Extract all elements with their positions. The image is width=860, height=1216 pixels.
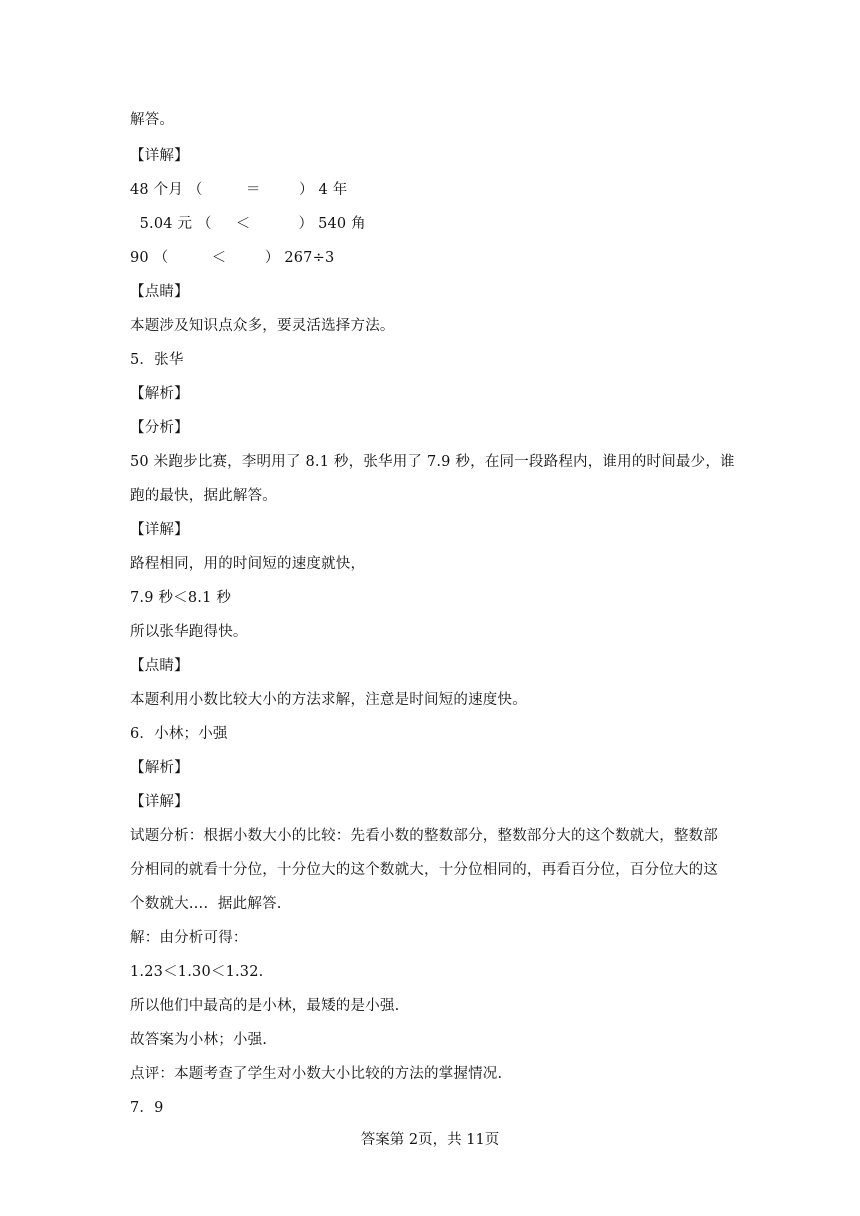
text-line: 个数就大…. 据此解答. [130, 896, 282, 912]
text-line: 解答。 [130, 112, 175, 128]
answer-item: 7．9 [130, 1100, 164, 1116]
section-heading-detail: 【详解】 [130, 148, 189, 164]
page-footer: 答案第 2页，共 11页 [360, 1132, 500, 1148]
section-heading-analysis: 【解析】 [130, 760, 189, 776]
text-line: 所以他们中最高的是小林，最矮的是小强. [130, 998, 400, 1014]
text-line: 90 （ ＜ ） 267÷3 [130, 250, 335, 266]
text-line: 7.9 秒＜8.1 秒 [130, 590, 232, 606]
text-line: 5.04 元 （ ＜ ） 540 角 [130, 216, 366, 232]
text-line: 跑的最快，据此解答。 [130, 488, 277, 504]
section-heading-analysis: 【解析】 [130, 386, 189, 402]
text-line: 50 米跑步比赛，李明用了 8.1 秒，张华用了 7.9 秒，在同一段路程内，谁用的时间最少，谁 [130, 454, 735, 470]
text-line: 点评：本题考查了学生对小数大小比较的方法的掌握情况. [130, 1066, 503, 1082]
section-heading-detail: 【详解】 [130, 794, 189, 810]
section-heading-note: 【点睛】 [130, 284, 189, 300]
text-line: 本题利用小数比较大小的方法求解，注意是时间短的速度快。 [130, 692, 527, 708]
section-heading-analyze: 【分析】 [130, 420, 189, 436]
answer-item: 5．张华 [130, 352, 184, 368]
section-heading-note: 【点睛】 [130, 658, 189, 674]
text-line: 本题涉及知识点众多，要灵活选择方法。 [130, 318, 395, 334]
text-line: 路程相同，用的时间短的速度就快， [130, 556, 366, 572]
answer-item: 6．小林；小强 [130, 726, 228, 742]
section-heading-detail: 【详解】 [130, 522, 189, 538]
text-line: 试题分析：根据小数大小的比较：先看小数的整数部分，整数部分大的这个数就大，整数部 [130, 828, 718, 844]
text-line: 分相同的就看十分位，十分位大的这个数就大，十分位相同的，再看百分位，百分位大的这 [130, 862, 718, 878]
text-line: 48 个月 （ ＝ ） 4 年 [130, 182, 348, 198]
text-line: 1.23＜1.30＜1.32. [130, 964, 264, 980]
text-line: 解：由分析可得： [130, 930, 248, 946]
text-line: 所以张华跑得快。 [130, 624, 248, 640]
text-line: 故答案为小林；小强. [130, 1032, 268, 1048]
